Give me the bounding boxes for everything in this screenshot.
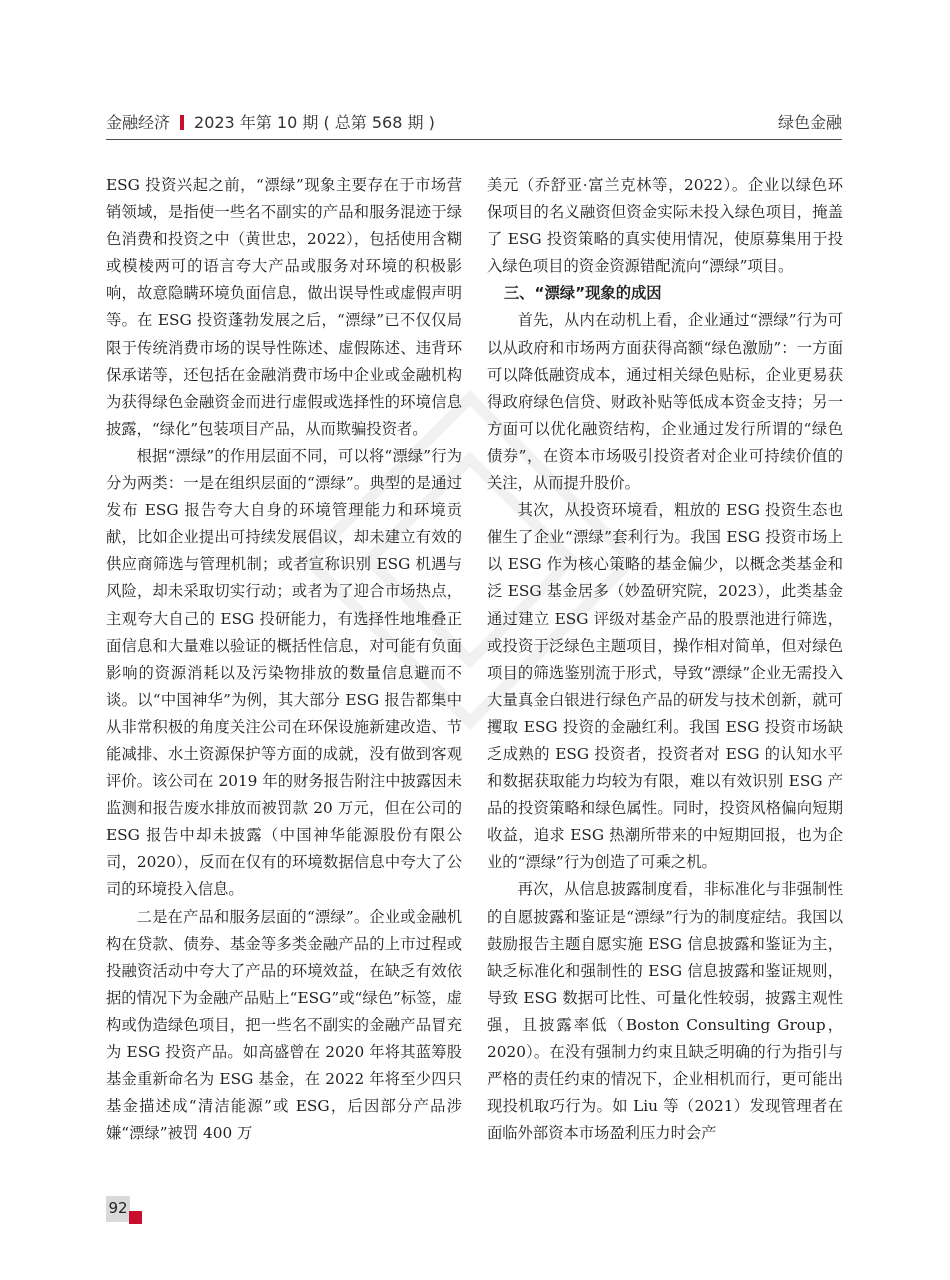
- issue-info: 2023 年第 10 期 ( 总第 568 期 ): [194, 113, 435, 132]
- paragraph: 美元（乔舒亚·富兰克林等，2022）。企业以绿色环保项目的名义融资但资金实际未投入绿色项目，掩盖了 ESG 投资策略的真实使用情况，使原募集用于投入绿色项目的资金资源错配流向“漂绿”项目。: [487, 176, 843, 276]
- page-number: 92: [106, 1196, 130, 1222]
- page-marker-square: [129, 1211, 142, 1224]
- header-left: [106, 110, 435, 133]
- section-name: 绿色金融: [777, 113, 842, 132]
- paragraph: 根据“漂绿”的作用层面不同，可以将“漂绿”行为分为两类：一是在组织层面的“漂绿”。典型的是通过发布 ESG 报告夸大自身的环境管理能力和环境贡献，比如企业提出可持续发展倡议，却未建立有效的供应商筛选与管理机制；或者宣称识别 ESG 机遇与风险，却未采取切实行动；或者为了迎合市场热点，主观夸大自己的 ESG 投研能力，有选择性地堆叠正面信息和大量难以验证的概括性信息，对可能有负面影响的资源消耗以及污染物排放的数量信息避而不谈。以“中国神华”为例，其大部分 ESG 报告都集中从非常积极的角度关注公司在环保设施新建改造、节能减排、水土资源保护等方面的成就，没有做到客观评价。该公司在 2019 年的财务报告附注中披露因未监测和报告废水排放而被罚款 20 万元，但在公司的 ESG 报告中却未披露（中国神华能源股份有限公司，2020），反而在仅有的环境数据信息中夸大了公司的环境投入信息。: [106, 446, 462, 899]
- section-heading: 三、“漂绿”现象的成因: [503, 284, 662, 303]
- paragraph: 其次，从投资环境看，粗放的 ESG 投资生态也催生了企业“漂绿”套利行为。我国 ESG 投资市场上以 ESG 作为核心策略的基金偏少，以概念类基金和泛 ESG 基金居多（妙盈研究院，2023），此类基金通过建立 ESG 评级对基金产品的股票池进行筛选，或投资于泛绿色主题项目，操作相对简单，但对绿色项目的筛选鉴别流于形式，导致“漂绿”企业无需投入大量真金白银进行绿色产品的研发与技术创新，就可攫取 ESG 投资的金融红利。我国 ESG 投资市场缺乏成熟的 ESG 投资者，投资者对 ESG 的认知水平和数据获取能力均较为有限，难以有效识别 ESG 产品的投资策略和绿色属性。同时，投资风格偏向短期收益，追求 ESG 热潮所带来的中短期回报，也为企业的“漂绿”行为创造了可乘之机。: [487, 501, 843, 872]
- paragraph: 首先，从内在动机上看，企业通过“漂绿”行为可以从政府和市场两方面获得高额“绿色激励”：一方面可以降低融资成本，通过相关绿色贴标，企业更易获得政府绿色信贷、财政补贴等低成本资金支持；另一方面可以优化融资结构，企业通过发行所谓的“绿色债券”，在资本市场吸引投资者对企业可持续价值的关注，从而提升股价。: [487, 311, 843, 493]
- header-separator-bar: [180, 115, 184, 130]
- paragraph: 再次，从信息披露制度看，非标准化与非强制性的自愿披露和鉴证是“漂绿”行为的制度症结。我国以鼓励报告主题自愿实施 ESG 信息披露和鉴证为主，缺乏标准化和强制性的 ESG 信息披露和鉴证规则，导致 ESG 数据可比性、可量化性较弱，披露主观性强，且披露率低（Boston Consulting Group，2020）。在没有强制力约束且缺乏明确的行为指引与严格的责任约束的情况下，企业相机而行，更可能出现投机取巧行为。如 Liu 等（2021）发现管理者在面临外部资本市场盈利压力时会产: [487, 880, 843, 1143]
- right-column: [487, 172, 843, 1192]
- running-header: [106, 108, 842, 138]
- left-column: [106, 172, 462, 1192]
- paragraph: 二是在产品和服务层面的“漂绿”。企业或金融机构在贷款、债券、基金等多类金融产品的上市过程或投融资活动中夸大了产品的环境效益，在缺乏有效依据的情况下为金融产品贴上“ESG”或“绿色”标签，虚构或伪造绿色项目，把一些名不副实的金融产品冒充为 ESG 投资产品。如高盛曾在 2020 年将其蓝筹股基金重新命名为 ESG 基金，在 2022 年将至少四只基金描述成“清洁能源”或 ESG，后因部分产品涉嫌“漂绿”被罚 400 万: [106, 907, 462, 1143]
- paragraph: ESG 投资兴起之前，“漂绿”现象主要存在于市场营销领域，是指使一些名不副实的产品和服务混迹于绿色消费和投资之中（黄世忠，2022），包括使用含糊或模棱两可的语言夸大产品或服务对环境的积极影响，故意隐瞒环境负面信息，做出误导性或虚假声明等。在 ESG 投资蓬勃发展之后，“漂绿”已不仅仅局限于传统消费市场的误导性陈述、虚假陈述、违背环保承诺等，还包括在金融消费市场中企业或金融机构为获得绿色金融资金而进行虚假或选择性的环境信息披露，“绿化”包装项目产品，从而欺骗投资者。: [106, 176, 462, 438]
- header-rule: [106, 139, 842, 140]
- journal-name: 金融经济: [106, 113, 171, 132]
